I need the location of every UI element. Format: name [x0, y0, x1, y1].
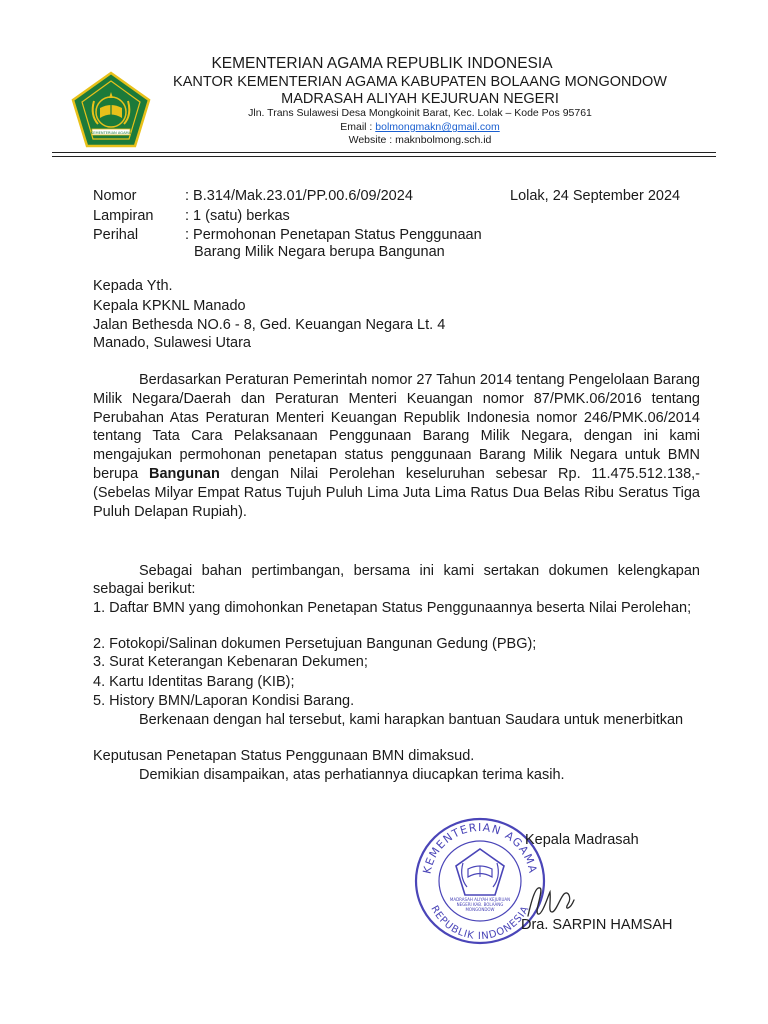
svg-text:KEMENTERIAN AGAMA: KEMENTERIAN AGAMA [90, 130, 132, 135]
perihal-value: : Permohonan Penetapan Status Penggunaan [185, 227, 482, 243]
attachment-item-4: 4. Kartu Identitas Barang (KIB); [93, 674, 295, 690]
body-paragraph-3-end: Keputusan Penetapan Status Penggunaan BMN dimaksud. [93, 748, 475, 764]
lampiran-label: Lampiran [93, 208, 154, 224]
attachment-item-5: 5. History BMN/Laporan Kondisi Barang. [93, 693, 355, 709]
school-name: MADRASAH ALIYAH KEJURUAN NEGERI [281, 91, 559, 107]
email-link[interactable]: bolmongmakn@gmail.com [375, 121, 500, 133]
official-stamp: KEMENTERIAN AGAMA REPUBLIK INDONESIA MADRASAH ALIYAH KEJURUAN NEGERI KAB. BOLAANG MONGONDOW [410, 815, 550, 945]
acquisition-value: 11.475.512.138 [591, 465, 692, 482]
letter-date: Lolak, 24 September 2024 [510, 188, 681, 204]
lampiran-value: : 1 (satu) berkas [185, 208, 290, 224]
signatory-title: Kepala Madrasah [525, 832, 639, 848]
svg-text:REPUBLIK INDONESIA: REPUBLIK INDONESIA [428, 904, 532, 943]
body-paragraph-3: Berkenaan dengan hal tersebut, kami harapkan bantuan Saudara untuk menerbitkan [139, 712, 684, 728]
closing-sentence: Demikian disampaikan, atas perhatiannya diucapkan terima kasih. [139, 767, 565, 783]
attachment-item-3: 3. Surat Keterangan Kebenaran Dekumen; [93, 654, 368, 670]
school-address: Jln. Trans Sulawesi Desa Mongkoinit Barat, Kec. Lolak – Kode Pos 95761 [248, 107, 592, 119]
perihal-label: Perihal [93, 227, 139, 243]
recipient-salutation: Kepada Yth. [93, 278, 173, 294]
attachment-item-1: 1. Daftar BMN yang dimohonkan Penetapan Status Penggunaannya beserta Nilai Perolehan; [93, 600, 692, 616]
letterhead-divider-bottom [52, 156, 716, 157]
body-paragraph-1: Berdasarkan Peraturan Pemerintah nomor 27 Tahun 2014 tentang Pengelolaan Barang Milik Negara/Daerah dan Peraturan Menteri Keuangan nomor 87/PMK.06/2016 tentang Perubahan Atas Peraturan Menteri Keuangan Republik Indonesia nomor 246/PMK.06/2014 tentang Tata Cara Pelaksanaan Penggunaan Barang Milik Negara, dengan ini kami mengajukan permohonan penetapan status penggunaan Barang Milik Negara untuk BMN berupa Bangunan dengan Nilai Perolehan keseluruhan sebesar Rp. 11.475.512.138,- (Sebelas Milyar Empat Ratus Tujuh Puluh Lima Juta Lima Ratus Dua Belas Ribu Seratus Tiga Puluh Delapan Rupiah). [93, 372, 700, 520]
recipient-street: Jalan Bethesda NO.6 - 8, Ged. Keuangan Negara Lt. 4 [93, 317, 446, 333]
svg-text:KEMENTERIAN AGAMA: KEMENTERIAN AGAMA [420, 820, 540, 876]
asset-type: Bangunan [148, 465, 220, 482]
school-email-line [36, 121, 768, 133]
recipient-city: Manado, Sulawesi Utara [93, 335, 251, 351]
office-name: KANTOR KEMENTERIAN AGAMA KABUPATEN BOLAANG MONGONDOW [173, 74, 667, 90]
nomor-label: Nomor [93, 188, 137, 204]
perihal-value-continued: Barang Milik Negara berupa Bangunan [194, 244, 445, 260]
nomor-value: : B.314/Mak.23.01/PP.00.6/09/2024 [185, 188, 413, 204]
letterhead-divider-top [52, 152, 716, 153]
attachment-item-2: 2. Fotokopi/Salinan dokumen Persetujuan Bangunan Gedung (PBG); [93, 636, 537, 652]
school-website: Website : maknbolmong.sch.id [348, 134, 492, 146]
body-paragraph-2: Sebagai bahan pertimbangan, bersama ini kami sertakan dokumen kelengkapan sebagai berikut: [93, 563, 700, 597]
email-label: Email : [340, 121, 376, 133]
ministry-name: KEMENTERIAN AGAMA REPUBLIK INDONESIA [211, 55, 553, 72]
recipient-office: Kepala KPKNL Manado [93, 298, 246, 314]
signatory-name: Dra. SARPIN HAMSAH [521, 917, 673, 933]
